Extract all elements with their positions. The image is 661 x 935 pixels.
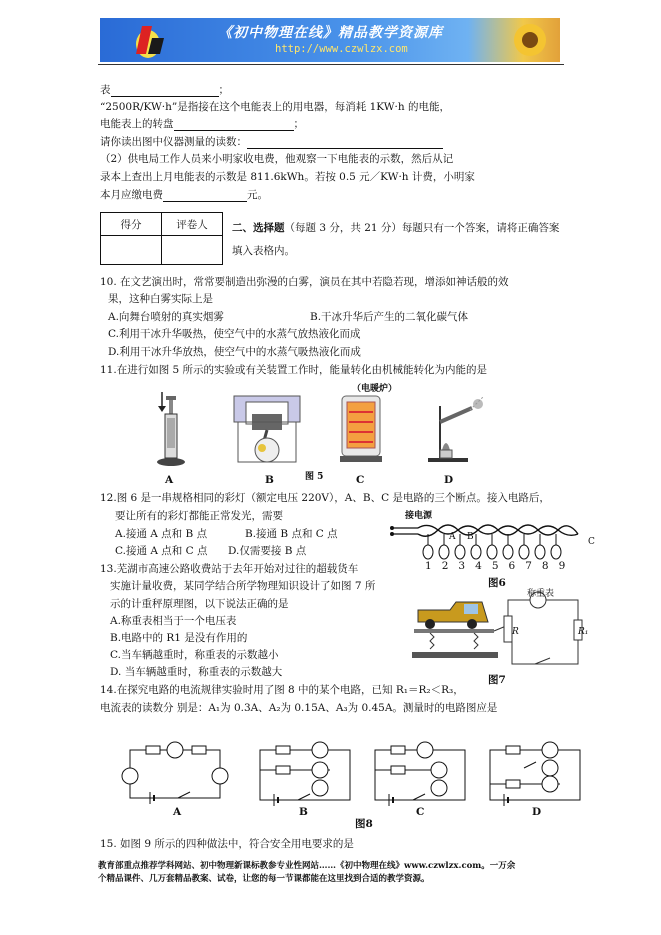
header-url[interactable]: http://www.czwlzx.com [275, 43, 408, 55]
fig7-caption: 图7 [488, 674, 506, 686]
q14-stem2: 电流表的读数分 别是：A₁为 0.3A、A₂为 0.15A、A₃为 0.45A。测量时的电路图应是 [100, 702, 498, 714]
q12-stem2: 要让所有的彩灯都能正常发光，需要 [115, 510, 283, 522]
text-line: （2）供电局工作人员来小明家收电费，他观察一下电能表的示数，然后从记 [100, 153, 454, 165]
footer-line1: 教育部重点推荐学科网站、初中物理新课标教参专业性网站……《初中物理在线》www.czwlzx.com。一万余 [98, 861, 516, 871]
point-b: B [467, 532, 474, 542]
text-line: 表 ； [100, 84, 229, 96]
circuit-d [480, 740, 590, 810]
score-table [100, 212, 223, 265]
q13-option-a: A.称重表相当于一个电压表 [110, 615, 237, 627]
q14-stem: 14.在探究电路的电流规律实验时用了图 8 中的某个电路，已知 R₁＝R₂＜R₃， [100, 684, 464, 696]
lamp-numbers: 1 2 3 4 5 6 7 8 9 [425, 560, 566, 572]
footer-line2: 个精品课件、几万套精品教案、试卷，让您的每一节课都能在这里找到合适的教学资源。 [98, 874, 430, 884]
meter-label: 称重表 [527, 589, 555, 599]
q10-option-c: C.利用干冰升华吸热，使空气中的水蒸气放热液化而成 [108, 328, 361, 340]
test-tube-figure [410, 392, 490, 466]
q13-option-d: D. 当车辆越重时，称重表的示数越大 [110, 666, 283, 678]
power-label: 接电源 [405, 511, 433, 521]
fig5-label-a: A [165, 474, 174, 486]
text-line: 本月应缴电费 元。 [100, 189, 268, 201]
q15-stem: 15. 如图 9 所示的四种做法中，符合安全用电要求的是 [100, 838, 354, 850]
q13-stem3: 示的计重秤原理图，以下说法正确的是 [110, 598, 289, 610]
grader-cell[interactable] [162, 236, 223, 265]
r-label: R [512, 627, 519, 637]
point-a: A [449, 532, 456, 542]
q10-option-b: B.干冰升华后产生的二氧化碳气体 [310, 311, 469, 323]
fig8-label-a: A [173, 806, 182, 818]
r1-label: R₁ [578, 627, 589, 637]
fig5-caption: 图 5 [305, 472, 324, 482]
q13-option-c: C.当车辆越重时，称重表的示数越小 [110, 649, 279, 661]
section-heading: 二、选择题（每题 3 分，共 21 分）每题只有一个答案，请将正确答案 [232, 222, 560, 234]
score-cell[interactable] [101, 236, 162, 265]
q10-option-d: D.利用干冰升华放热，使空气中的水蒸气吸热液化而成 [108, 346, 361, 358]
text-line: “2500R/KW·h”是指接在这个电能表上的用电器，每消耗 1KW·h 的电能， [100, 101, 450, 113]
fig8-label-b: B [299, 806, 308, 818]
header-banner [100, 18, 560, 62]
fig5-label-c: C [356, 474, 365, 486]
q10-option-a: A.向舞台喷射的真实烟雾 [108, 311, 224, 323]
sunflower-icon [500, 18, 560, 62]
fig5-label-b: B [265, 474, 274, 486]
heater-label: （电暖炉） [352, 384, 398, 394]
header-rule [98, 64, 564, 65]
q10-stem: 10. 在文艺演出时，常常要制造出弥漫的白雾，演员在其中若隐若现，增添如神话般的效 [100, 276, 509, 288]
circuit-c [365, 740, 475, 810]
q11-stem: 11.在进行如图 5 所示的实验或有关装置工作时，能量转化由机械能转化为内能的是 [100, 364, 488, 376]
q13-stem2: 实施计量收费，某同学结合所学物理知识设计了如图 7 所 [110, 580, 376, 592]
q12-option-c: C.接通 A 点和 C 点 [115, 545, 208, 557]
weighbridge-figure [410, 592, 590, 672]
logo-icon [130, 18, 190, 62]
text-line: 录本上查出上月电能表的示数是 811.6kWh。若按 0.5 元／KW·h 计费，小明家 [100, 171, 475, 183]
q12-stem: 12.图 6 是一串规格相同的彩灯（额定电压 220V），A、B、C 是电路的三个断点。接入电路后， [100, 492, 550, 504]
fire-syringe-figure [148, 388, 188, 468]
fig8-caption: 图8 [355, 818, 373, 830]
score-header: 得分 [101, 213, 162, 236]
fig5-label-d: D [444, 474, 454, 486]
footer [98, 860, 568, 886]
point-c: C [588, 537, 595, 547]
heater-figure [336, 392, 386, 466]
fig6-caption: 图6 [488, 577, 506, 589]
fig8-label-d: D [532, 806, 542, 818]
text-line: 请你读出图中仪器测量的读数： [100, 136, 443, 149]
engine-figure [232, 388, 302, 466]
circuit-b [250, 740, 360, 810]
header-title: 《初中物理在线》精品教学资源库 [218, 25, 443, 41]
q13-stem: 13.芜湖市高速公路收费站于去年开始对过往的超载货车 [100, 563, 359, 575]
q13-option-b: B.电路中的 R1 是没有作用的 [110, 632, 248, 644]
q12-option-b: B.接通 B 点和 C 点 [245, 528, 338, 540]
q12-option-d: D.仅需要接 B 点 [228, 545, 307, 557]
circuit-a [120, 740, 230, 800]
q10-stem2: 果，这种白雾实际上是 [108, 293, 213, 305]
text-line: 电能表上的转盘 ； [100, 118, 304, 130]
grader-header: 评卷人 [162, 213, 223, 236]
fig8-label-c: C [416, 806, 425, 818]
section-heading-line2: 填入表格内。 [232, 245, 295, 257]
q12-option-a: A.接通 A 点和 B 点 [115, 528, 208, 540]
